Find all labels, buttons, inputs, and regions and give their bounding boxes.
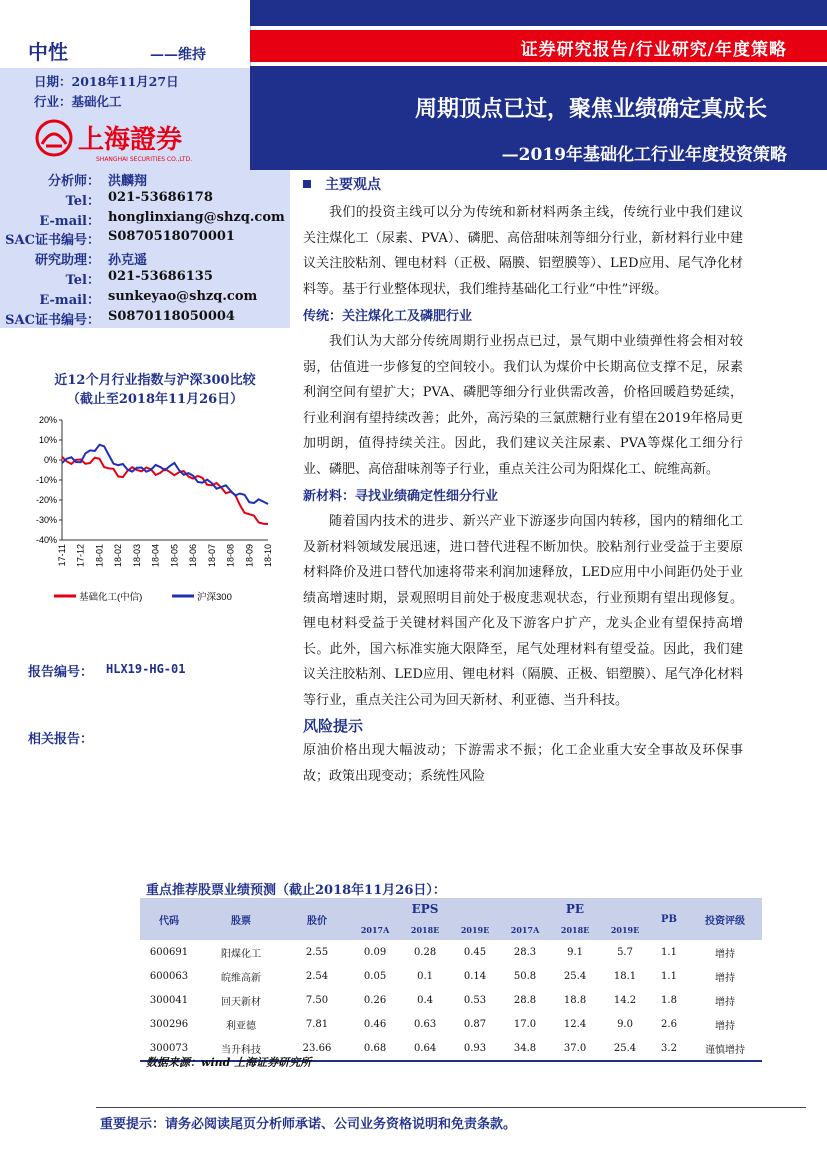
table-cell-price: 2.54 [305, 970, 329, 982]
chart-title-line: （截止至2018年11月26日） [66, 392, 244, 407]
analyst-field-value: S0870118050004 [108, 308, 235, 324]
table-cell-eps: 0.09 [363, 946, 387, 958]
col-pe: PE [500, 898, 650, 920]
related-label: 相关报告： [28, 732, 94, 747]
table-cell-eps: 0.63 [413, 1018, 437, 1030]
table-cell-price: 23.66 [302, 1042, 332, 1054]
logo-mark-icon [34, 116, 234, 164]
report-no-label: 报告编号： [28, 665, 94, 680]
pe-year-header: 2017A [500, 920, 550, 940]
analyst-field-value: 孙克遥 [108, 253, 148, 269]
table-cell-rating: 增持 [715, 948, 735, 960]
legend-label: 沪深300 [197, 592, 232, 602]
analyst-field-value: S0870518070001 [108, 229, 235, 245]
forecast-table [140, 898, 762, 1062]
table-cell-pe: 18.8 [563, 994, 587, 1006]
svg-text:上海證券: 上海證券 [78, 125, 183, 155]
legend-label: 基础化工(中信) [79, 592, 143, 602]
table-cell-eps: 0.87 [463, 1018, 487, 1030]
x-tick-label: 18-05 [169, 544, 180, 568]
table-cell-code: 600691 [149, 946, 189, 958]
table-cell-pb: 1.8 [661, 994, 677, 1006]
pe-year-header: 2019E [600, 920, 650, 940]
report-no: HLX19-HG-01 [106, 662, 186, 676]
table-cell-code: 600063 [149, 970, 189, 982]
y-tick-label: -20% [35, 495, 57, 505]
table-cell-name: 当升科技 [221, 1044, 261, 1056]
analyst-field-value: 洪麟翔 [108, 174, 148, 189]
x-tick-label: 18-01 [94, 544, 105, 568]
table-cell-price: 7.50 [305, 994, 329, 1006]
table-cell-eps: 0.45 [463, 946, 487, 958]
table-cell-pb: 1.1 [661, 970, 677, 982]
table-cell-pb: 2.6 [661, 1018, 677, 1030]
col-rating: 投资评级 [688, 898, 762, 940]
risk-text: 原油价格出现大幅波动；下游需求不振；化工企业重大安全事故及环保事故；政策出现变动；系统性风险 [303, 743, 743, 784]
analyst-field-value: honglinxiang@shzq.com [108, 209, 285, 225]
traditional-heading: 传统：关注煤化工及磷肥行业 [303, 309, 473, 324]
table-row [140, 964, 762, 988]
svg-text:SHANGHAI SECURITIES CO.,LTD.: SHANGHAI SECURITIES CO.,LTD. [96, 156, 193, 163]
col-pb: PB [650, 898, 688, 940]
paragraph-new-material: 随着国内技术的进步、新兴产业下游逐步向国内转移，国内的精细化工及新材料领域发展迅速，进口替代进程不断加快。胶粘剂行业受益于主要原材料降价及进口替代加速将带来利润加速释放，LED应用中小间距仍处于业绩高增速时期，景观照明目前处于极度悲观状态，行业预期有望出现修复。锂电材料受益于关键材料国产化及下游客户扩产，龙头企业有望保持高增长。此外，国六标准实施大限降至，尾气处理材料有望受益。因此，我们建议关注胶粘剂、LED应用、锂电材料（隔膜、正极、铝塑膜）、尾气净化材料等行业，重点关注公司为回天新材、利亚德、当升科技。 [303, 514, 743, 708]
table-cell-name: 利亚德 [226, 1020, 256, 1032]
x-tick-label: 17-12 [75, 544, 86, 568]
rating: 中性 [28, 40, 68, 64]
x-tick-label: 18-10 [263, 544, 273, 568]
table-cell-eps: 0.46 [363, 1018, 387, 1030]
report-type: 证券研究报告/行业研究/年度策略 [520, 40, 787, 60]
table-cell-price: 2.55 [305, 946, 329, 958]
pe-year-header: 2018E [550, 920, 600, 940]
company-logo [34, 116, 234, 164]
table-cell-rating: 谨慎增持 [705, 1044, 745, 1056]
risk-heading: 风险提示 [303, 717, 364, 735]
table-cell-name: 阳煤化工 [221, 948, 261, 960]
table-cell-pe: 17.0 [513, 1018, 537, 1030]
series-line [62, 445, 268, 504]
table-cell-pe: 34.8 [513, 1042, 537, 1054]
table-cell-eps: 0.14 [463, 970, 487, 982]
rating-action: ——维持 [150, 47, 206, 63]
table-cell-pe: 9.1 [567, 946, 584, 958]
table-row [140, 940, 762, 964]
report-date: 日期：2018年11月27日 [34, 74, 179, 89]
table-cell-pe: 12.4 [563, 1018, 587, 1030]
analyst-field-value: 021-53686135 [108, 269, 213, 284]
table-cell-eps: 0.26 [363, 994, 387, 1006]
table-row [140, 988, 762, 1012]
col-price: 股价 [284, 898, 350, 940]
series-line [62, 457, 268, 524]
footer-divider [96, 1107, 806, 1108]
table-cell-pe: 37.0 [563, 1042, 587, 1054]
x-tick-label: 18-04 [150, 544, 161, 568]
table-cell-code: 300073 [149, 1042, 189, 1054]
table-cell-eps: 0.1 [417, 970, 434, 982]
index-comparison-chart [20, 412, 290, 602]
chart-title [20, 371, 290, 409]
report-title: 周期顶点已过，聚焦业绩确定真成长 [414, 96, 767, 122]
header-bar-top [250, 0, 827, 26]
table-cell-pe: 18.1 [613, 970, 637, 982]
y-tick-label: 0% [43, 455, 57, 465]
table-cell-pe: 14.2 [613, 994, 637, 1006]
analyst-field-value: sunkeyao@shzq.com [108, 288, 258, 304]
x-tick-label: 18-08 [225, 544, 236, 568]
table-cell-pe: 25.4 [613, 1042, 637, 1054]
table-cell-rating: 增持 [715, 972, 735, 984]
paragraph-main: 我们的投资主线可以分为传统和新材料两条主线，传统行业中我们建议关注煤化工（尿素、PVA）、磷肥、高倍甜味剂等细分行业，新材料行业中建议关注胶粘剂、锂电材料（正极、隔膜、铝塑膜等）、LED应用、尾气净化材料等。基于行业整体现状，我们维持基础化工行业“中性”评级。 [303, 205, 743, 297]
x-tick-label: 18-03 [131, 544, 142, 568]
y-tick-label: -30% [35, 515, 57, 525]
table-cell-pe: 28.8 [513, 994, 537, 1006]
data-source: 数据来源：wind 上海证券研究所 [146, 1056, 312, 1069]
table-cell-pe: 28.3 [513, 946, 537, 958]
table-cell-eps: 0.64 [413, 1042, 437, 1054]
col-code: 代码 [140, 898, 198, 940]
main-view-heading: 主要观点 [303, 174, 743, 194]
y-tick-label: -10% [35, 475, 57, 485]
x-tick-label: 18-09 [244, 544, 255, 568]
y-tick-label: 20% [38, 415, 57, 425]
table-cell-eps: 0.93 [463, 1042, 487, 1054]
table-row [140, 1012, 762, 1036]
table-cell-pe: 25.4 [563, 970, 587, 982]
paragraph-traditional: 我们认为大部分传统周期行业拐点已过，景气期中业绩弹性将会相对较弱，估值进一步修复的空间较小。我们认为煤价中长期高位支撑不足，尿素利润空间有望扩大；PVA、磷肥等细分行业供需改善，价格回暖趋势延续，行业利润有望持续改善；此外，高污染的三氯蔗糖行业有望在2019年格局更加明朗，值得持续关注。因此，我们建议关注尿素、PVA等煤化工细分行业、磷肥、高倍甜味剂等子行业，重点关注公司为阳煤化工、皖维高新。 [303, 334, 743, 477]
table-cell-rating: 增持 [715, 996, 735, 1008]
table-cell-eps: 0.05 [363, 970, 387, 982]
y-tick-label: 10% [38, 435, 57, 445]
table-cell-eps: 0.4 [417, 994, 434, 1006]
table-cell-eps: 0.53 [463, 994, 487, 1006]
col-name: 股票 [198, 898, 284, 940]
eps-year-header: 2019E [450, 920, 500, 940]
analyst-field-value: 021-53686178 [108, 189, 213, 205]
table-cell-rating: 增持 [715, 1020, 735, 1032]
industry: 行业：基础化工 [34, 94, 122, 109]
eps-year-header: 2017A [350, 920, 400, 940]
table-cell-pe: 9.0 [617, 1018, 633, 1030]
x-tick-label: 18-02 [113, 544, 124, 568]
bullet-icon [303, 180, 311, 188]
x-tick-label: 17-11 [57, 544, 67, 567]
footer-note: 重要提示：请务必阅读尾页分析师承诺、公司业务资格说明和免责条款。 [100, 1117, 517, 1132]
table-cell-pb: 1.1 [661, 946, 677, 958]
table-cell-eps: 0.68 [363, 1042, 387, 1054]
eps-year-header: 2018E [400, 920, 450, 940]
table-caption: 重点推荐股票业绩预测（截止2018年11月26日）： [146, 883, 446, 898]
y-tick-label: -40% [35, 535, 57, 545]
table-cell-name: 皖维高新 [221, 972, 261, 984]
new-material-heading: 新材料：寻找业绩确定性细分行业 [303, 489, 499, 504]
report-subtitle: —2019年基础化工行业年度投资策略 [501, 145, 787, 165]
col-eps: EPS [350, 898, 500, 920]
chart-title-line: 近12个月行业指数与沪深300比较 [54, 373, 256, 388]
table-cell-eps: 0.28 [413, 946, 437, 958]
table-cell-code: 300296 [149, 1018, 189, 1030]
x-tick-label: 18-06 [188, 544, 199, 568]
table-cell-name: 回天新材 [221, 996, 261, 1008]
table-cell-pb: 3.2 [661, 1042, 677, 1054]
table-cell-pe: 50.8 [513, 970, 537, 982]
table-cell-pe: 5.7 [617, 946, 633, 958]
table-cell-price: 7.81 [305, 1018, 329, 1030]
table-cell-code: 300041 [149, 994, 189, 1006]
x-tick-label: 18-07 [206, 544, 217, 568]
